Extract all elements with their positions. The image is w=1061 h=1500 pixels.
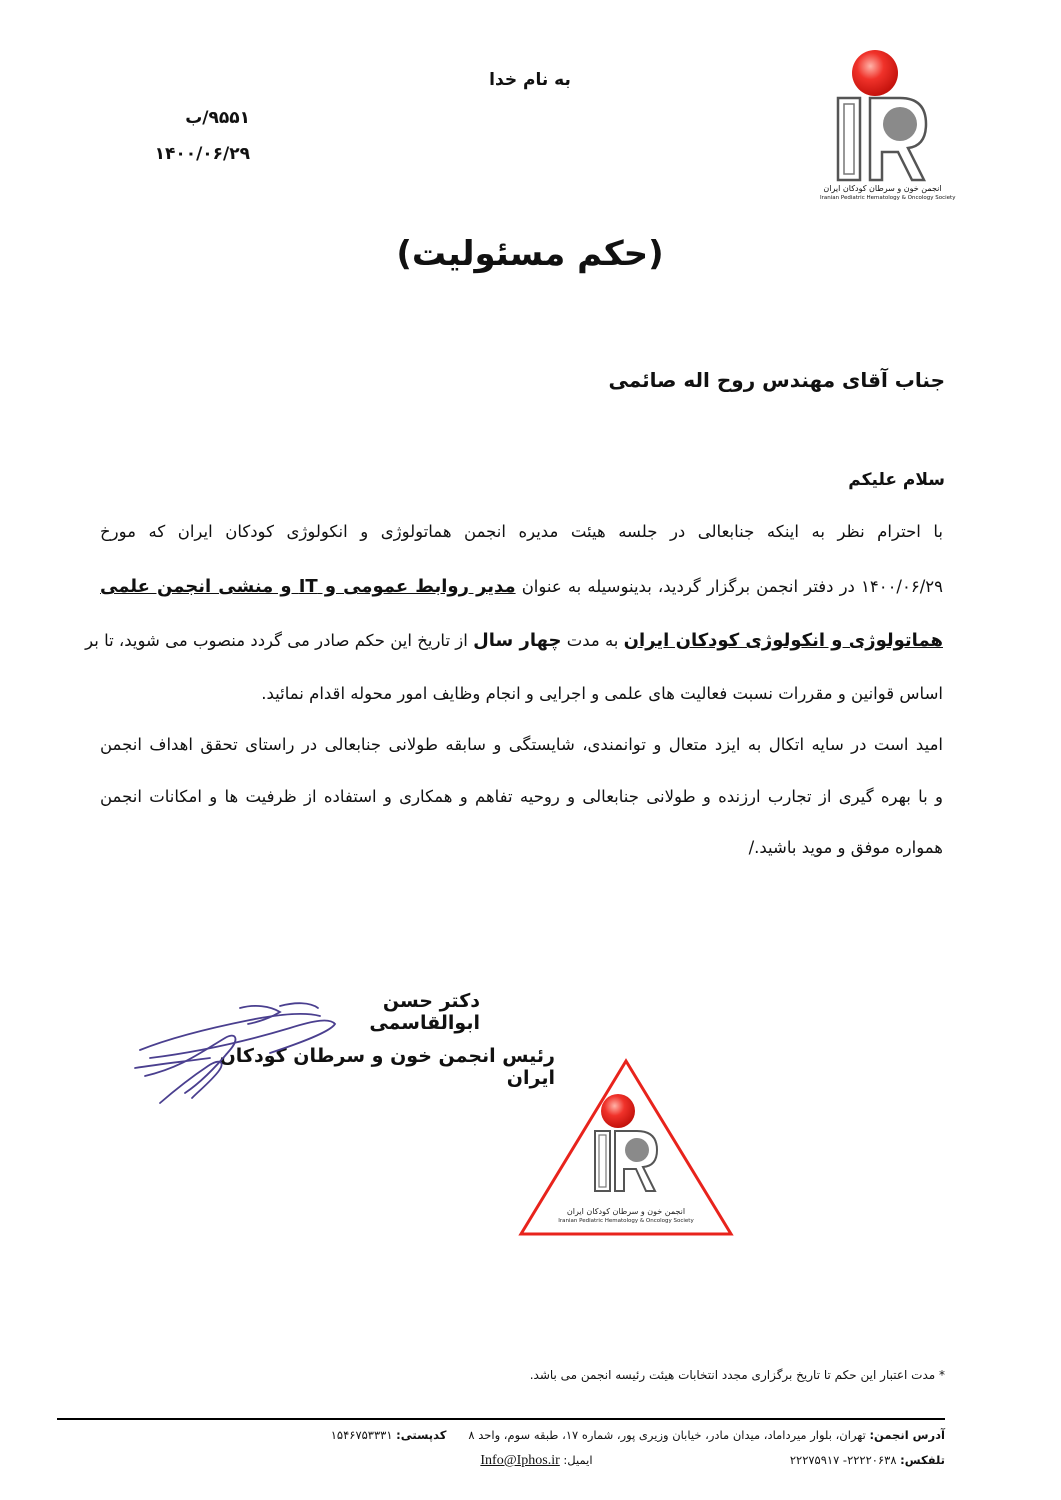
letter-number: ۹۵۵۱/ب bbox=[185, 108, 250, 128]
body-text: ۱۴۰۰/۰۶/۲۹ در دفتر انجمن برگزار گردید، بدینوسیله به عنوان bbox=[521, 577, 944, 596]
logo-caption-en: Iranian Pediatric Hematology & Oncology Society bbox=[820, 195, 956, 201]
letter-date: ۱۴۰۰/۰۶/۲۹ bbox=[154, 144, 250, 164]
address-label: آدرس انجمن: bbox=[869, 1428, 945, 1442]
body-line: همواره موفق و موید باشید./ bbox=[748, 838, 943, 857]
bismillah-heading: به نام خدا bbox=[489, 70, 571, 90]
email-label: ایمیل: bbox=[563, 1453, 593, 1467]
society-logo-icon bbox=[820, 48, 945, 183]
stamp-caption-fa: انجمن خون و سرطان کودکان ایران bbox=[566, 1207, 686, 1216]
postal-label: کدپستی: bbox=[396, 1428, 447, 1442]
society-logo bbox=[820, 48, 956, 213]
body-line bbox=[85, 630, 943, 651]
body-line: امید است در سایه اتکال به ایزد متعال و توانمندی، شایستگی و سابقه طولانی جنابعالی در راستای تحقق اهداف انجمن bbox=[100, 735, 943, 754]
document-title: (حکم مسئولیت) bbox=[396, 234, 664, 274]
greeting: سلام علیکم bbox=[848, 470, 945, 490]
handwritten-signature-icon bbox=[130, 998, 350, 1110]
footer-contact-line bbox=[480, 1453, 945, 1469]
postal-code: ۱۵۴۶۷۵۳۳۳۱ bbox=[330, 1428, 393, 1442]
stamp-caption-en: Iranian Pediatric Hematology & Oncology Society bbox=[558, 1218, 694, 1224]
address-text: تهران، بلوار میرداماد، میدان مادر، خیابان وزیری پور، شماره ۱۷، طبقه سوم، واحد ۸ bbox=[468, 1428, 866, 1442]
email-link[interactable]: Info@Iphos.ir bbox=[480, 1453, 560, 1468]
validity-footnote: * مدت اعتبار این حکم تا تاریخ برگزاری مجدد انتخابات هیئت رئیسه انجمن می باشد. bbox=[529, 1368, 945, 1382]
signer-title: رئیس انجمن خون و سرطان کودکان ایران bbox=[219, 1045, 555, 1089]
body-line: با احترام نظر به اینکه جنابعالی در جلسه هیئت مدیره انجمن هماتولوژی و انکولوژی کودکان ایران که مورخ bbox=[100, 522, 943, 541]
addressee: جناب آقای مهندس روح اله صائمی bbox=[608, 368, 945, 392]
signer-name: دکتر حسن ابوالقاسمی bbox=[369, 990, 480, 1034]
logo-caption-fa: انجمن خون و سرطان کودکان ایران bbox=[823, 184, 942, 193]
phone-label: تلفکس: bbox=[900, 1453, 945, 1467]
society-name: هماتولوژی و انکولوژی کودکان ایران bbox=[623, 630, 943, 651]
body-text: به مدت bbox=[566, 631, 619, 650]
phone-numbers: ۲۲۲۲۰۶۳۸- ۲۲۲۷۵۹۱۷ bbox=[789, 1453, 897, 1467]
term-duration: چهار سال bbox=[473, 630, 562, 651]
footer-divider bbox=[57, 1418, 945, 1420]
society-stamp bbox=[515, 1055, 737, 1240]
body-line: و با بهره گیری از تجارب ارزنده و طولانی جنابعالی و روحیه تفاهم و همکاری و استفاده از ظرفیت ها و امکانات انجمن bbox=[100, 787, 943, 806]
position-title: مدیر روابط عمومی و IT و منشی انجمن علمی bbox=[100, 576, 516, 597]
body-text: از تاریخ این حکم صادر می گردد منصوب می شوید، تا بر bbox=[85, 631, 468, 650]
body-line: اساس قوانین و مقررات نسبت فعالیت های علمی و اجرایی و انجام وظایف امور محوله اقدام نمائید. bbox=[261, 684, 943, 703]
footer-address-line bbox=[331, 1428, 945, 1442]
body-line bbox=[100, 576, 943, 597]
